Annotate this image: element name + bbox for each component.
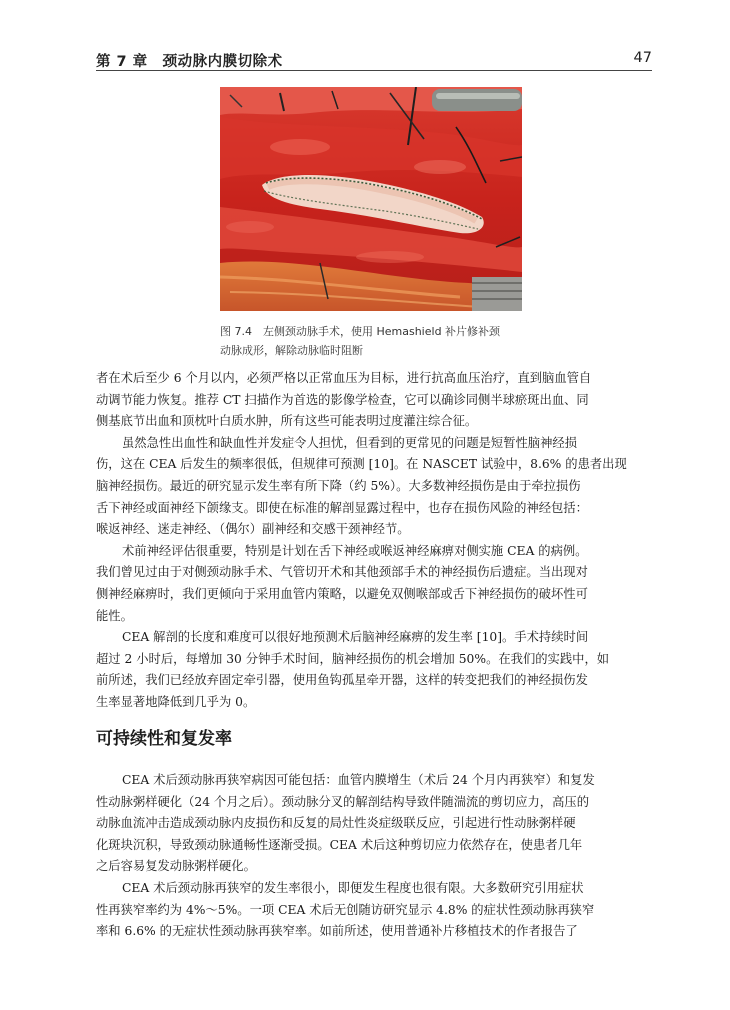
text-line: CEA 术后颈动脉再狭窄病因可能包括：血管内膜增生（术后 24 个月内再狭窄）和复发 — [122, 773, 595, 787]
text-line: 之后容易复发动脉粥样硬化。 — [96, 859, 256, 874]
text-line: 侧基底节出血和顶枕叶白质水肿，所有这些可能表明过度灌注综合征。 — [96, 414, 478, 429]
text-line: 前所述，我们已经放弃固定牵引器，使用鱼钩孤星牵开器，这样的转变把我们的神经损伤发 — [96, 673, 588, 688]
text-line: 超过 2 小时后，每增加 30 分钟手术时间，脑神经损伤的机会增加 50%。在我们的实践中，如 — [96, 651, 610, 666]
section-heading: 可持续性和复发率 — [96, 729, 232, 749]
text-line: 率和 6.6% 的无症状性颈动脉再狭窄率。如前所述，使用普通补片移植技术的作者报告了 — [96, 924, 578, 939]
text-line: 生率显著地降低到几乎为 0。 — [96, 694, 256, 709]
body-text-bottom — [96, 770, 666, 943]
text-line: 动调节能力恢复。推荐 CT 扫描作为首选的影像学检查，它可以确诊同侧半球瘀斑出血、同 — [96, 392, 589, 407]
text-line: 脑神经损伤。最近的研究显示发生率有所下降（约 5%）。大多数神经损伤是由于牵拉损伤 — [96, 478, 581, 493]
figure-caption — [220, 322, 530, 360]
text-line: 动脉血流冲击造成颈动脉内皮损伤和反复的局灶性炎症级联反应，引起进行性动脉粥样硬 — [96, 816, 576, 831]
text-line: 化斑块沉积，导致颈动脉通畅性逐渐受损。CEA 术后这种剪切应力依然存在，使患者几年 — [96, 837, 583, 852]
body-text-top — [96, 368, 666, 714]
text-line: CEA 解剖的长度和难度可以很好地预测术后脑神经麻痹的发生率 [10]。手术持续时间 — [122, 630, 589, 645]
text-line: 喉返神经、迷走神经、（偶尔）副神经和交感干颈神经节。 — [96, 522, 410, 537]
text-line: 侧神经麻痹时，我们更倾向于采用血管内策略，以避免双侧喉部或舌下神经损伤的破坏性可 — [96, 586, 588, 601]
page-number: 47 — [633, 50, 652, 66]
text-line: 术前神经评估很重要，特别是计划在舌下神经或喉返神经麻痹对侧实施 CEA 的病例。 — [122, 543, 588, 558]
text-line: 虽然急性出血性和缺血性并发症令人担忧，但看到的更常见的问题是短暂性脑神经损 — [122, 435, 577, 450]
text-line: 伤，这在 CEA 后发生的频率很低，但规律可预测 [10]。在 NASCET 试验中，8.6% 的患者出现 — [96, 457, 627, 472]
text-line: 舌下神经或面神经下颌缘支。即使在标准的解剖显露过程中，也存在损伤风险的神经包括： — [96, 500, 588, 515]
caption-line: 图 7.4 左侧颈动脉手术，使用 Hemashield 补片修补颈 — [220, 325, 501, 338]
text-line: 性再狭窄率约为 4%～5%。一项 CEA 术后无创随访研究显示 4.8% 的症状性颈动脉再狭窄 — [96, 902, 595, 917]
caption-line: 动脉成形，解除动脉临时阻断 — [220, 344, 363, 357]
text-line: 者在术后至少 6 个月以内，必须严格以正常血压为目标，进行抗高血压治疗，直到脑血管自 — [96, 371, 592, 385]
text-line: 性动脉粥样硬化（24 个月之后）。颈动脉分叉的解剖结构导致伴随湍流的剪切应力，高压的 — [96, 794, 589, 809]
running-header — [96, 48, 652, 72]
chapter-title: 第 7 章 颈动脉内膜切除术 — [96, 54, 283, 70]
text-line: 能性。 — [96, 608, 133, 623]
text-line: 我们曾见过由于对侧颈动脉手术、气管切开术和其他颈部手术的神经损伤后遗症。当出现对 — [96, 565, 588, 580]
surgical-photo — [220, 87, 522, 311]
text-line: CEA 术后颈动脉再狭窄的发生率很小，即便发生程度也很有限。大多数研究引用症状 — [122, 880, 584, 895]
header-divider — [96, 70, 652, 71]
